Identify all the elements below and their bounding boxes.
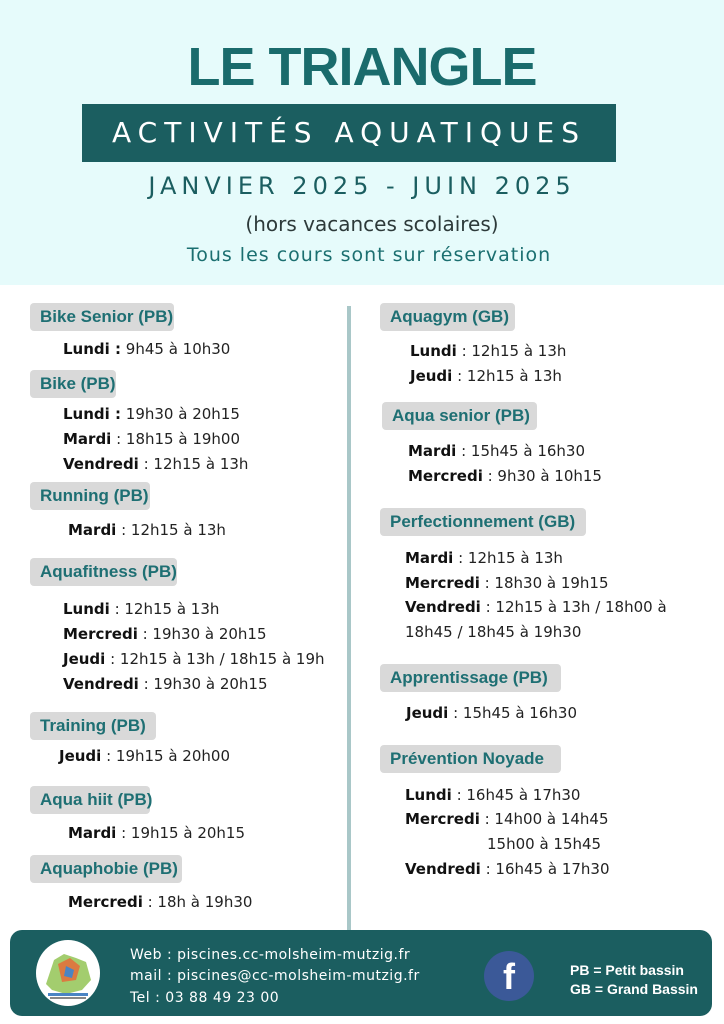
- legend-pb: PB = Petit bassin: [570, 962, 684, 978]
- activity-label: Training (PB): [30, 712, 156, 740]
- schedule-line: Mercredi : 19h30 à 20h15: [63, 625, 267, 643]
- schedule-line: Mardi : 19h15 à 20h15: [68, 824, 246, 842]
- schedule-line: Lundi : 19h30 à 20h15: [63, 405, 240, 423]
- schedule-line: Mercredi : 18h à 19h30: [68, 893, 253, 911]
- page-title: LE TRIANGLE: [187, 37, 537, 97]
- schedule-line: Mardi : 12h15 à 13h: [68, 521, 226, 539]
- activity-label: Bike (PB): [30, 370, 116, 398]
- schedule-line: Vendredi : 19h30 à 20h15: [63, 675, 268, 693]
- schedule-line: Vendredi : 16h45 à 17h30: [405, 860, 610, 878]
- activity-label: Aquafitness (PB): [30, 558, 177, 586]
- schedule-line: Jeudi : 15h45 à 16h30: [406, 704, 577, 722]
- schedule-line: Jeudi : 12h15 à 13h: [410, 367, 562, 385]
- reservation-note: Tous les cours sont sur réservation: [186, 244, 552, 266]
- schedule-line: Jeudi : 19h15 à 20h00: [59, 747, 230, 765]
- activity-label: Bike Senior (PB): [30, 303, 174, 331]
- schedule-line: Mardi : 12h15 à 13h: [405, 549, 563, 567]
- date-range: JANVIER 2025 - JUIN 2025: [148, 172, 576, 200]
- community-logo: [36, 940, 100, 1006]
- activity-label: Apprentissage (PB): [380, 664, 561, 692]
- activity-label: Aquagym (GB): [380, 303, 515, 331]
- schedule-line: Mercredi : 14h00 à 14h45: [405, 810, 609, 828]
- schedule-line: Lundi : 12h15 à 13h: [410, 342, 567, 360]
- schedule-line: Vendredi : 12h15 à 13h / 18h00 à: [405, 598, 667, 616]
- schedule-line: Vendredi : 12h15 à 13h: [63, 455, 249, 473]
- schedule-line: Mardi : 18h15 à 19h00: [63, 430, 241, 448]
- schedule-line: Lundi : 12h15 à 13h: [63, 600, 220, 618]
- schedule-line: Jeudi : 12h15 à 13h / 18h15 à 19h: [63, 650, 325, 668]
- activity-label: Aqua hiit (PB): [30, 786, 150, 814]
- activity-label: Prévention Noyade: [380, 745, 561, 773]
- activities-banner: ACTIVITÉS AQUATIQUES: [82, 104, 616, 162]
- legend-gb: GB = Grand Bassin: [570, 981, 698, 997]
- schedule-line: Lundi : 16h45 à 17h30: [405, 786, 581, 804]
- schedule-line: 18h45 / 18h45 à 19h30: [405, 623, 582, 641]
- schedule-line: 15h00 à 15h45: [487, 835, 602, 853]
- schedule-line: Lundi : 9h45 à 10h30: [63, 340, 231, 358]
- activity-label: Running (PB): [30, 482, 150, 510]
- email-text[interactable]: mail : piscines@cc-molsheim-mutzig.fr: [130, 968, 420, 984]
- holiday-note: (hors vacances scolaires): [245, 212, 499, 236]
- column-divider: [347, 306, 351, 930]
- phone-text: Tel : 03 88 49 23 00: [130, 990, 280, 1006]
- facebook-icon[interactable]: f: [484, 951, 534, 1001]
- website-text[interactable]: Web : piscines.cc-molsheim-mutzig.fr: [130, 947, 411, 963]
- schedule-line: Mercredi : 18h30 à 19h15: [405, 574, 609, 592]
- activity-label: Perfectionnement (GB): [380, 508, 586, 536]
- activity-label: Aqua senior (PB): [382, 402, 537, 430]
- schedule-line: Mardi : 15h45 à 16h30: [408, 442, 586, 460]
- activity-label: Aquaphobie (PB): [30, 855, 182, 883]
- schedule-line: Mercredi : 9h30 à 10h15: [408, 467, 602, 485]
